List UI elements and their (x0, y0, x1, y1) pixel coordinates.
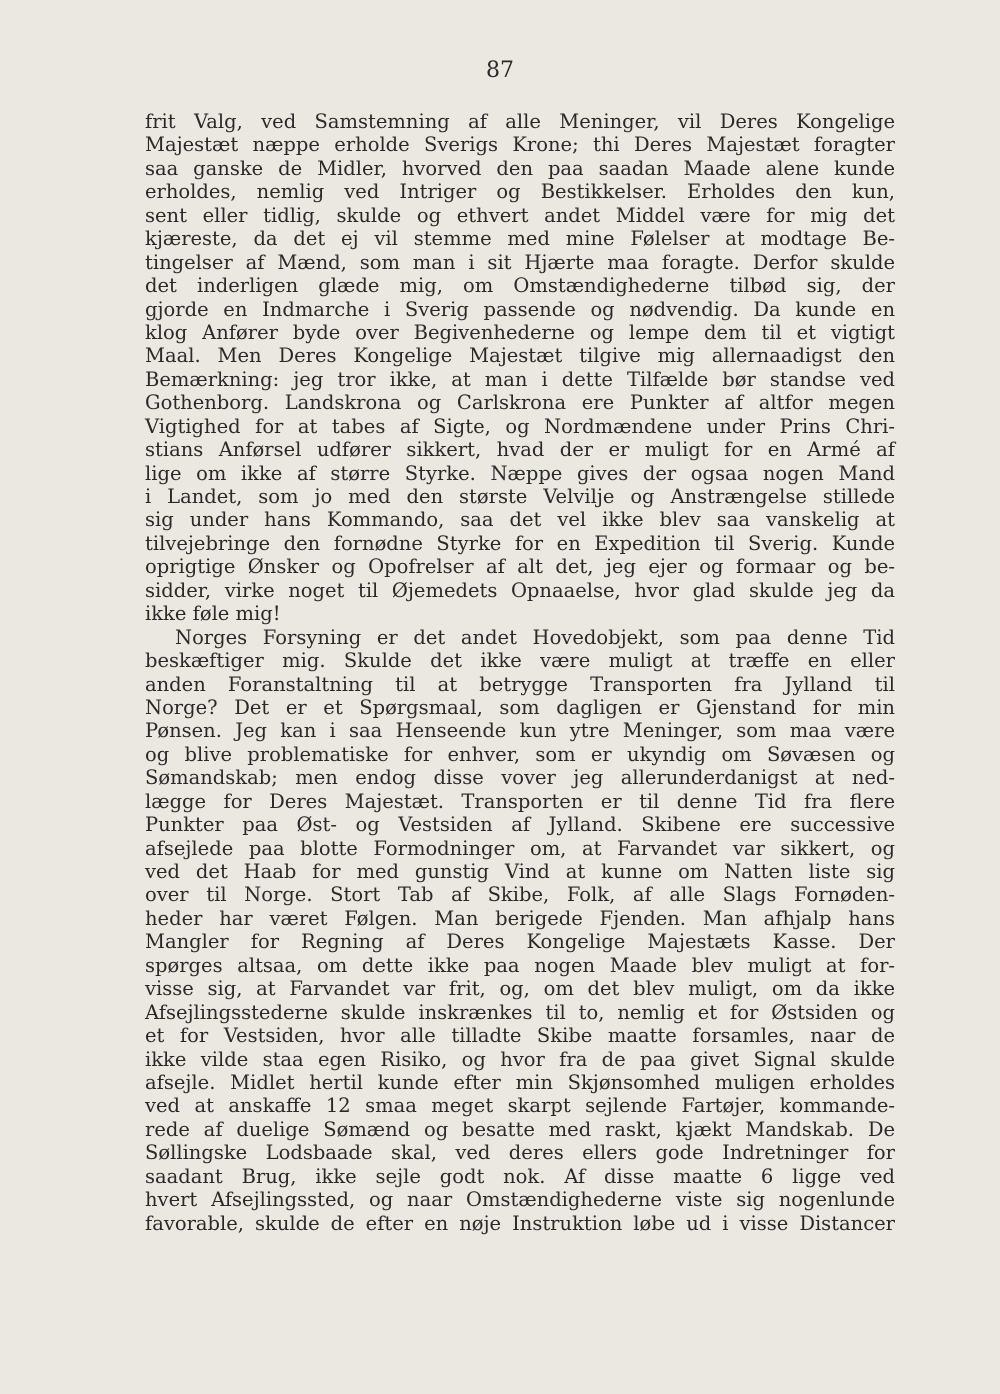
page-number: 87 (486, 58, 514, 83)
text-line: Bemærkning: jeg tror ikke, at man i dette Tilfælde bør standse ved (145, 367, 895, 391)
text-line: saadant Brug, ikke sejle godt nok. Af disse maatte 6 ligge ved (145, 1164, 895, 1188)
text-line: gjorde en Indmarche i Sverig passende og nødvendig. Da kunde en (145, 297, 895, 321)
text-line: Vigtighed for at tabes af Sigte, og Nordmændene under Prins Chri- (145, 414, 895, 438)
text-line: et for Vestsiden, hvor alle tilladte Skibe maatte forsamles, naar de (145, 1024, 895, 1048)
text-line: Mangler for Regning af Deres Kongelige Majestæts Kasse. Der (145, 930, 895, 954)
text-line: oprigtige Ønsker og Opofrelser af alt det, jeg ejer og formaar og be- (145, 555, 895, 579)
text-line: favorable, skulde de efter en nøje Instruktion løbe ud i visse Distancer (145, 1211, 895, 1235)
text-line: lægge for Deres Majestæt. Transporten er til denne Tid fra flere (145, 789, 895, 813)
text-line: Maal. Men Deres Kongelige Majestæt tilgive mig allernaadigst den (145, 344, 895, 368)
text-line: sig under hans Kommando, saa det vel ikke blev saa vanskelig at (145, 508, 895, 532)
text-line: Majestæt næppe erholde Sverigs Krone; thi Deres Majestæt foragter (145, 133, 895, 157)
text-line: og blive problematiske for enhver, som er ukyndig om Søvæsen og (145, 742, 895, 766)
text-line: kjæreste, da det ej vil stemme med mine Følelser at modtage Be- (145, 227, 895, 251)
text-line: klog Anfører byde over Begivenhederne og lempe dem til et vigtigt (145, 320, 895, 344)
text-line: beskæftiger mig. Skulde det ikke være muligt at træffe en eller (145, 649, 895, 673)
text-line: tingelser af Mænd, som man i sit Hjærte maa foragte. Derfor skulde (145, 250, 895, 274)
text-line: Norge? Det er et Spørgsmaal, som dagligen er Gjenstand for min (145, 695, 895, 719)
paragraph-end-line: ikke føle mig! (145, 602, 281, 626)
paragraph-start-line: Norges Forsyning er det andet Hovedobjekt, som paa denne Tid (175, 625, 895, 649)
text-line: ikke vilde staa egen Risiko, og hvor fra de paa givet Signal skulde (145, 1047, 895, 1071)
text-line: spørges altsaa, om dette ikke paa nogen Maade blev muligt at for- (145, 953, 895, 977)
text-line: afsejlede paa blotte Formodninger om, at Farvandet var sikkert, og (145, 836, 895, 860)
text-line: sidder, virke noget til Øjemedets Opnaaelse, hvor glad skulde jeg da (145, 578, 895, 602)
text-line: Søllingske Lodsbaade skal, ved deres ellers gode Indretninger for (145, 1141, 895, 1165)
body-text (145, 110, 895, 1235)
text-line: frit Valg, ved Samstemning af alle Meninger, vil Deres Kongelige (145, 110, 895, 133)
text-line: over til Norge. Stort Tab af Skibe, Folk, af alle Slags Fornøden- (145, 883, 895, 907)
text-line: Gothenborg. Landskrona og Carlskrona ere Punkter af altfor megen (145, 391, 895, 415)
text-line: stians Anførsel udfører sikkert, hvad der er muligt for en Armé af (145, 438, 895, 462)
text-line: erholdes, nemlig ved Intriger og Bestikkelser. Erholdes den kun, (145, 180, 895, 204)
text-line: det inderligen glæde mig, om Omstændighederne tilbød sig, der (145, 274, 895, 298)
text-line: anden Foranstaltning til at betrygge Transporten fra Jylland til (145, 672, 895, 696)
text-line: ved det Haab for med gunstig Vind at kunne om Natten liste sig (145, 860, 895, 883)
text-line: i Landet, som jo med den største Velvilje og Anstrængelse stillede (145, 485, 895, 508)
text-line: afsejle. Midlet hertil kunde efter min Skjønsomhed muligen erholdes (145, 1070, 895, 1094)
text-line: Sømandskab; men endog disse vover jeg allerunderdanigst at ned- (145, 766, 895, 790)
text-line: visse sig, at Farvandet var frit, og, om det blev muligt, om da ikke (145, 977, 895, 1001)
text-line: Punkter paa Øst- og Vestsiden af Jylland. Skibene ere successive (145, 813, 895, 837)
text-line: sent eller tidlig, skulde og ethvert andet Middel være for mig det (145, 203, 895, 227)
text-line: tilvejebringe den fornødne Styrke for en Expedition til Sverig. Kunde (145, 531, 895, 555)
text-line: Pønsen. Jeg kan i saa Henseende kun ytre Meninger, som maa være (145, 719, 895, 743)
text-line: heder har været Følgen. Man berigede Fjenden. Man afhjalp hans (145, 906, 895, 930)
text-line: lige om ikke af større Styrke. Næppe gives der ogsaa nogen Mand (145, 461, 895, 485)
text-line: saa ganske de Midler, hvorved den paa saadan Maade alene kunde (145, 156, 895, 180)
text-line: hvert Afsejlingssted, og naar Omstændighederne viste sig nogenlunde (145, 1188, 895, 1212)
text-line: Afsejlingsstederne skulde inskrænkes til to, nemlig et for Østsiden og (145, 1000, 895, 1024)
text-line: rede af duelige Sømænd og besatte med raskt, kjækt Mandskab. De (145, 1117, 895, 1141)
text-line: ved at anskaffe 12 smaa meget skarpt sejlende Fartøjer, kommande- (145, 1094, 895, 1118)
